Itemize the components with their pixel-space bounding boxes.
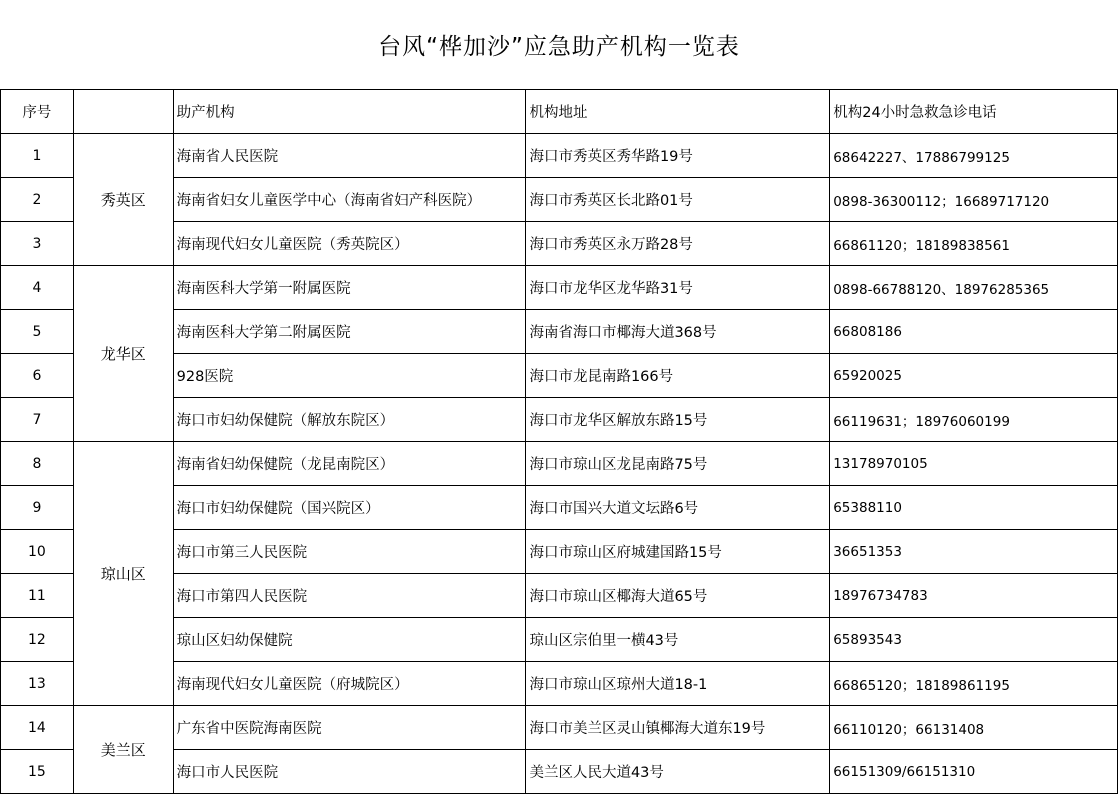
phone-cell: 0898-36300112；16689717120 [830,178,1118,222]
address-cell: 海口市琼山区琼州大道18-1 [526,662,830,706]
address-cell: 海口市秀英区长北路01号 [526,178,830,222]
address-cell: 美兰区人民大道43号 [526,750,830,794]
institution-cell: 海南省妇幼保健院（龙昆南院区） [173,442,526,486]
institution-cell: 海南省人民医院 [173,134,526,178]
phone-cell: 65388110 [830,486,1118,530]
header-district [73,90,173,134]
address-cell: 海口市秀英区永万路28号 [526,222,830,266]
phone-cell: 65920025 [830,354,1118,398]
phone-cell: 65893543 [830,618,1118,662]
phone-cell: 13178970105 [830,442,1118,486]
row-number: 15 [1,750,74,794]
phone-cell: 66808186 [830,310,1118,354]
phone-cell: 66110120；66131408 [830,706,1118,750]
district-cell: 秀英区 [73,134,173,266]
phone-cell: 0898-66788120、18976285365 [830,266,1118,310]
header-institution: 助产机构 [173,90,526,134]
institution-cell: 海口市第三人民医院 [173,530,526,574]
phone-cell: 36651353 [830,530,1118,574]
row-number: 13 [1,662,74,706]
address-cell: 海口市美兰区灵山镇椰海大道东19号 [526,706,830,750]
row-number: 5 [1,310,74,354]
phone-cell: 66119631；18976060199 [830,398,1118,442]
phone-cell: 68642227、17886799125 [830,134,1118,178]
table-row [1,442,1118,486]
address-cell: 海口市龙华区解放东路15号 [526,398,830,442]
institution-cell: 海南医科大学第一附属医院 [173,266,526,310]
address-cell: 海口市琼山区府城建国路15号 [526,530,830,574]
maternity-institution-table [0,89,1118,794]
address-cell: 海口市琼山区龙昆南路75号 [526,442,830,486]
institution-cell: 海口市人民医院 [173,750,526,794]
address-cell: 海口市琼山区椰海大道65号 [526,574,830,618]
district-cell: 琼山区 [73,442,173,706]
address-cell: 海南省海口市椰海大道368号 [526,310,830,354]
institution-cell: 琼山区妇幼保健院 [173,618,526,662]
phone-cell: 66861120；18189838561 [830,222,1118,266]
row-number: 1 [1,134,74,178]
header-address: 机构地址 [526,90,830,134]
district-cell: 龙华区 [73,266,173,442]
table-row [1,706,1118,750]
district-cell: 美兰区 [73,706,173,794]
row-number: 10 [1,530,74,574]
header-row [1,90,1118,134]
address-cell: 海口市龙昆南路166号 [526,354,830,398]
institution-cell: 海南医科大学第二附属医院 [173,310,526,354]
row-number: 4 [1,266,74,310]
phone-cell: 18976734783 [830,574,1118,618]
header-phone: 机构24小时急救急诊电话 [830,90,1118,134]
phone-cell: 66151309/66151310 [830,750,1118,794]
phone-cell: 66865120；18189861195 [830,662,1118,706]
row-number: 2 [1,178,74,222]
address-cell: 琼山区宗伯里一横43号 [526,618,830,662]
row-number: 9 [1,486,74,530]
institution-cell: 海口市妇幼保健院（国兴院区） [173,486,526,530]
row-number: 8 [1,442,74,486]
table-row [1,134,1118,178]
institution-cell: 928医院 [173,354,526,398]
row-number: 11 [1,574,74,618]
institution-cell: 海南省妇女儿童医学中心（海南省妇产科医院） [173,178,526,222]
row-number: 14 [1,706,74,750]
institution-cell: 海口市第四人民医院 [173,574,526,618]
header-no: 序号 [1,90,74,134]
row-number: 12 [1,618,74,662]
row-number: 7 [1,398,74,442]
institution-cell: 海南现代妇女儿童医院（秀英院区） [173,222,526,266]
address-cell: 海口市龙华区龙华路31号 [526,266,830,310]
institution-cell: 广东省中医院海南医院 [173,706,526,750]
table-title: 台风“桦加沙”应急助产机构一览表 [378,34,740,60]
address-cell: 海口市国兴大道文坛路6号 [526,486,830,530]
address-cell: 海口市秀英区秀华路19号 [526,134,830,178]
row-number: 3 [1,222,74,266]
institution-cell: 海口市妇幼保健院（解放东院区） [173,398,526,442]
institution-cell: 海南现代妇女儿童医院（府城院区） [173,662,526,706]
row-number: 6 [1,354,74,398]
table-row [1,266,1118,310]
